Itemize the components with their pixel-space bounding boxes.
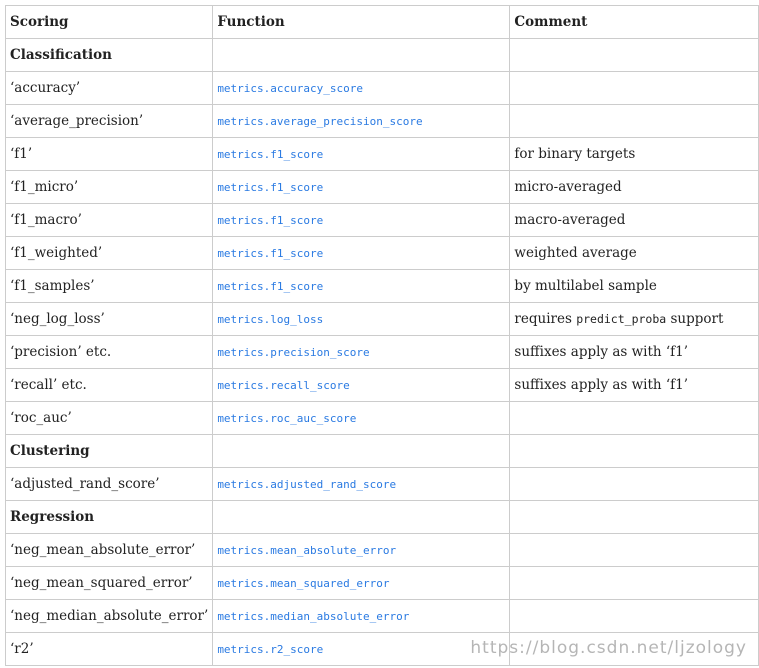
scoring-cell: ‘f1_macro’ (6, 204, 213, 237)
scoring-cell: ‘accuracy’ (6, 72, 213, 105)
table-row (6, 468, 759, 501)
table-row (6, 171, 759, 204)
section-row (6, 501, 759, 534)
function-link[interactable]: metrics.recall_score (217, 378, 350, 392)
comment-cell (510, 72, 759, 105)
comment-cell (510, 567, 759, 600)
header-scoring: Scoring (6, 6, 213, 39)
comment-text: requires (514, 311, 577, 327)
function-cell-empty (213, 501, 510, 534)
scoring-cell: ‘precision’ etc. (6, 336, 213, 369)
table-row (6, 72, 759, 105)
function-link[interactable]: metrics.f1_score (217, 279, 324, 293)
scoring-cell: ‘average_precision’ (6, 105, 213, 138)
comment-cell (510, 435, 759, 468)
comment-cell (510, 501, 759, 534)
scoring-cell: ‘f1_weighted’ (6, 237, 213, 270)
header-row (6, 6, 759, 39)
scoring-cell: ‘neg_mean_absolute_error’ (6, 534, 213, 567)
scoring-cell: ‘recall’ etc. (6, 369, 213, 402)
table-row (6, 270, 759, 303)
section-title: Regression (6, 501, 213, 534)
scoring-cell: ‘f1_samples’ (6, 270, 213, 303)
comment-cell: for binary targets (510, 138, 759, 171)
function-link[interactable]: metrics.r2_score (217, 642, 324, 656)
function-cell (213, 171, 510, 204)
scoring-cell: ‘neg_median_absolute_error’ (6, 600, 213, 633)
section-row (6, 39, 759, 72)
section-row (6, 435, 759, 468)
comment-cell (510, 534, 759, 567)
function-cell (213, 303, 510, 336)
comment-cell (510, 402, 759, 435)
watermark: https://blog.csdn.net/ljzology (470, 638, 747, 658)
scoring-cell: ‘roc_auc’ (6, 402, 213, 435)
function-cell (213, 105, 510, 138)
scoring-cell: ‘adjusted_rand_score’ (6, 468, 213, 501)
function-link[interactable]: metrics.mean_squared_error (217, 576, 390, 590)
function-cell (213, 270, 510, 303)
table-row (6, 369, 759, 402)
function-link[interactable]: metrics.average_precision_score (217, 114, 423, 128)
function-cell (213, 336, 510, 369)
table-row (6, 138, 759, 171)
table-row (6, 237, 759, 270)
table-row (6, 303, 759, 336)
scoring-cell: ‘f1_micro’ (6, 171, 213, 204)
table-body (6, 39, 759, 666)
section-title: Clustering (6, 435, 213, 468)
comment-code: predict_proba (576, 312, 667, 326)
table-row (6, 534, 759, 567)
function-cell (213, 237, 510, 270)
table-row (6, 402, 759, 435)
function-cell (213, 534, 510, 567)
table-row (6, 105, 759, 138)
function-cell (213, 138, 510, 171)
comment-cell: weighted average (510, 237, 759, 270)
function-cell (213, 72, 510, 105)
function-link[interactable]: metrics.roc_auc_score (217, 411, 357, 425)
comment-cell: micro-averaged (510, 171, 759, 204)
table-row (6, 600, 759, 633)
comment-cell: macro-averaged (510, 204, 759, 237)
function-cell (213, 567, 510, 600)
scoring-cell: ‘neg_log_loss’ (6, 303, 213, 336)
scoring-table (5, 5, 759, 666)
comment-cell: by multilabel sample (510, 270, 759, 303)
function-cell (213, 633, 510, 666)
function-link[interactable]: metrics.adjusted_rand_score (217, 477, 397, 491)
header-function: Function (213, 6, 510, 39)
function-link[interactable]: metrics.f1_score (217, 213, 324, 227)
function-link[interactable]: metrics.f1_score (217, 246, 324, 260)
scoring-cell: ‘neg_mean_squared_error’ (6, 567, 213, 600)
comment-text-after: support (666, 311, 724, 327)
function-cell (213, 468, 510, 501)
comment-cell: suffixes apply as with ‘f1’ (510, 336, 759, 369)
scoring-cell: ‘f1’ (6, 138, 213, 171)
function-cell-empty (213, 39, 510, 72)
function-cell-empty (213, 435, 510, 468)
function-cell (213, 369, 510, 402)
scoring-cell: ‘r2’ (6, 633, 213, 666)
function-link[interactable]: metrics.mean_absolute_error (217, 543, 397, 557)
function-cell (213, 600, 510, 633)
comment-cell: suffixes apply as with ‘f1’ (510, 369, 759, 402)
function-link[interactable]: metrics.median_absolute_error (217, 609, 410, 623)
comment-cell (510, 105, 759, 138)
comment-cell (510, 39, 759, 72)
table-row (6, 336, 759, 369)
function-link[interactable]: metrics.precision_score (217, 345, 370, 359)
section-title: Classification (6, 39, 213, 72)
function-link[interactable]: metrics.accuracy_score (217, 81, 364, 95)
function-cell (213, 204, 510, 237)
table-row (6, 204, 759, 237)
function-cell (213, 402, 510, 435)
header-comment: Comment (510, 6, 759, 39)
table-row (6, 567, 759, 600)
function-link[interactable]: metrics.f1_score (217, 180, 324, 194)
comment-cell (510, 468, 759, 501)
comment-cell (510, 600, 759, 633)
function-link[interactable]: metrics.log_loss (217, 312, 324, 326)
function-link[interactable]: metrics.f1_score (217, 147, 324, 161)
comment-cell (510, 303, 759, 336)
